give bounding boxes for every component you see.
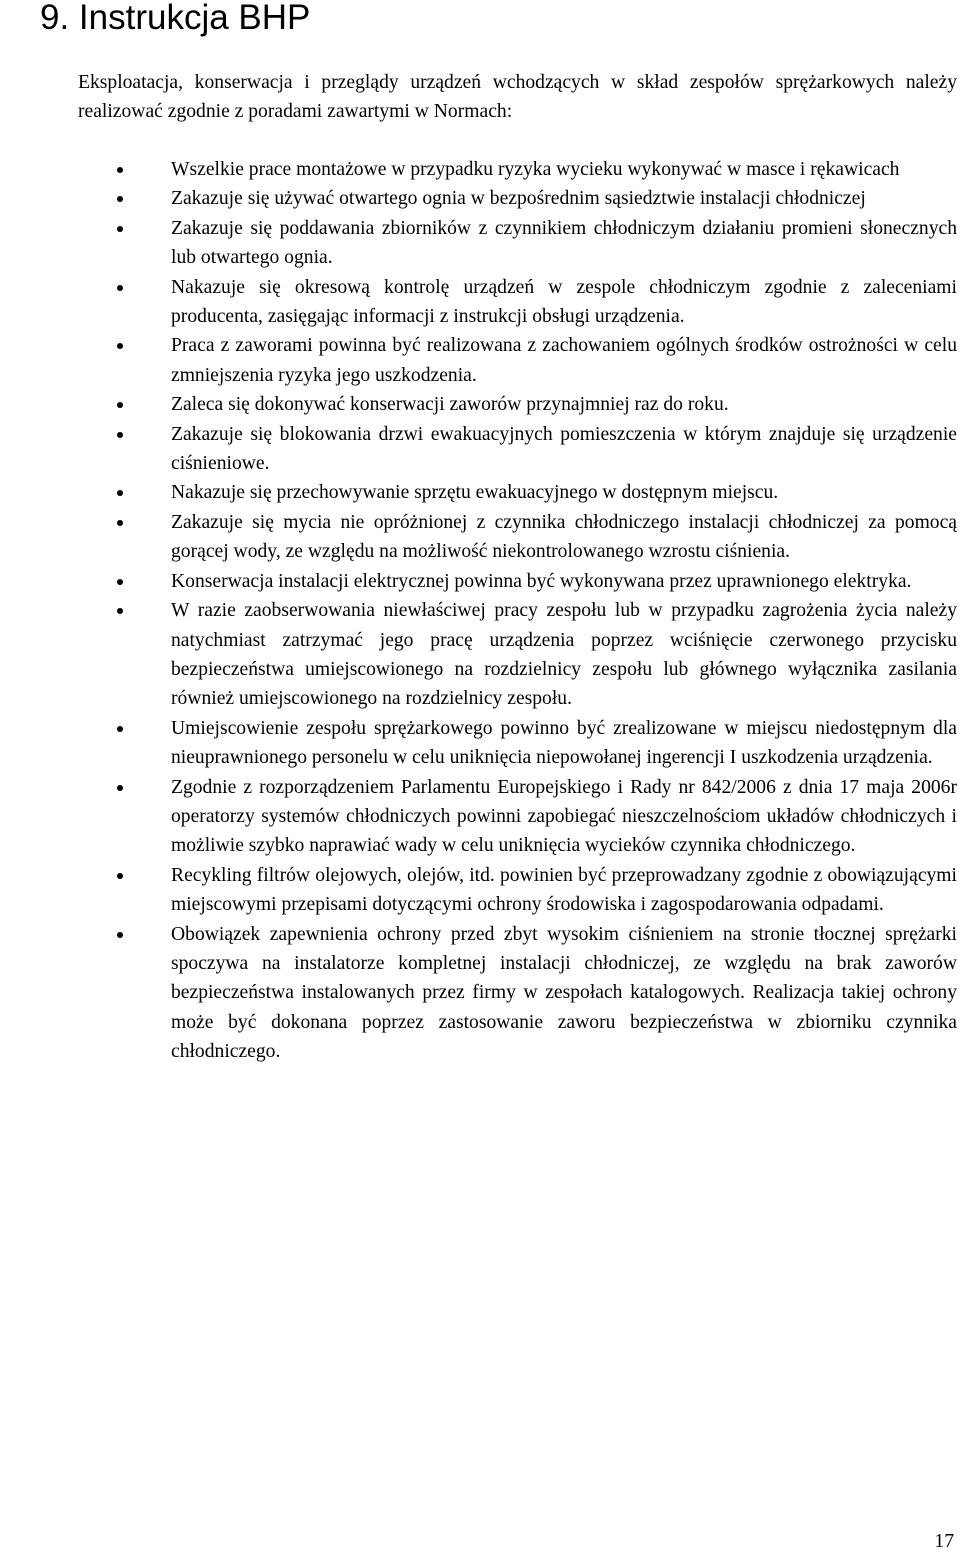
list-item — [100, 861, 957, 920]
list-item — [100, 508, 957, 567]
bullet-icon — [117, 726, 123, 732]
list-item-text: Recykling filtrów olejowych, olejów, itd. powinien być przeprowadzany zgodnie z obowiązującymi miejscowymi przepisami dotyczącymi ochrony środowiska i zagospodarowania odpadami. — [171, 864, 957, 916]
page-number: 17 — [934, 1531, 954, 1552]
bullet-icon — [117, 932, 123, 938]
bullet-icon — [117, 873, 123, 879]
list-item-text: Zakazuje się poddawania zbiorników z czynnikiem chłodniczym działaniu promieni słonecznych lub otwartego ognia. — [171, 217, 957, 269]
list-item-text: Umiejscowienie zespołu sprężarkowego powinno być zrealizowane w miejscu niedostępnym dla nieuprawnionego personelu w celu uniknięcia niepowołanej ingerencji I uszkodzenia urządzenia. — [171, 717, 957, 769]
intro-paragraph: Eksploatacja, konserwacja i przeglądy urządzeń wchodzących w skład zespołów sprężarkowych należy realizować zgodnie z poradami zawartymi w Normach: — [78, 72, 957, 123]
list-item-text: Zakazuje się mycia nie opróżnionej z czynnika chłodniczego instalacji chłodniczej za pomocą gorącej wody, ze względu na możliwość niekontrolowanego wzrostu ciśnienia. — [171, 511, 957, 563]
list-item-text: Nakazuje się okresową kontrolę urządzeń w zespole chłodniczym zgodnie z zaleceniami producenta, zasięgając informacji z instrukcji obsługi urządzenia. — [171, 276, 957, 328]
bullet-icon — [117, 608, 123, 614]
list-item — [100, 390, 957, 419]
bullet-icon — [117, 579, 123, 585]
list-item-text: Zakazuje się używać otwartego ognia w bezpośrednim sąsiedztwie instalacji chłodniczej — [171, 188, 866, 210]
list-item-text: Zakazuje się blokowania drzwi ewakuacyjnych pomieszczenia w którym znajduje się urządzenie ciśnieniowe. — [171, 423, 957, 475]
list-item-text: Zaleca się dokonywać konserwacji zaworów przynajmniej raz do roku. — [171, 394, 729, 416]
list-item-text: Praca z zaworami powinna być realizowana z zachowaniem ogólnych środków ostrożności w celu zmniejszenia ryzyka jego uszkodzenia. — [171, 335, 957, 386]
list-item — [100, 331, 957, 390]
section-heading: 9. Instrukcja BHP — [40, 0, 311, 37]
list-item — [100, 773, 957, 861]
list-item-text: Wszelkie prace montażowe w przypadku ryzyka wycieku wykonywać w masce i rękawicach — [171, 159, 900, 180]
bullet-icon — [117, 343, 123, 349]
bullet-icon — [117, 226, 123, 232]
bullet-icon — [117, 167, 123, 173]
list-item — [100, 273, 957, 332]
list-item — [100, 714, 957, 773]
bullet-icon — [117, 432, 123, 438]
list-item-text: Zgodnie z rozporządzeniem Parlamentu Europejskiego i Rady nr 842/2006 z dnia 17 maja 2006r operatorzy systemów chłodniczych powinni zapobiegać nieszczelnościom układów chłodniczych i możliwie szybko naprawiać wady w celu uniknięcia wycieków czynnika chłodniczego. — [171, 776, 957, 857]
list-item — [100, 214, 957, 273]
list-item — [100, 420, 957, 479]
safety-rules-list — [100, 155, 957, 1067]
list-item — [100, 567, 957, 596]
list-item — [100, 920, 957, 1067]
list-item — [100, 155, 957, 184]
bullet-icon — [117, 785, 123, 791]
list-item — [100, 184, 957, 213]
bullet-icon — [117, 285, 123, 291]
bullet-icon — [117, 196, 123, 202]
list-item-text: Nakazuje się przechowywanie sprzętu ewakuacyjnego w dostępnym miejscu. — [171, 482, 779, 504]
bullet-icon — [117, 520, 123, 526]
list-item — [100, 596, 957, 714]
list-item-text: W razie zaobserwowania niewłaściwej pracy zespołu lub w przypadku zagrożenia życia należy natychmiast zatrzymać jego pracę urządzenia poprzez wciśnięcie czerwonego przycisku bezpieczeństwa umiejscowionego na rozdzielnicy zespołu lub głównego wyłącznika zasilania również umiejscowionego na rozdzielnicy zespołu. — [171, 600, 957, 710]
list-item — [100, 478, 957, 507]
bullet-icon — [117, 402, 123, 408]
bullet-icon — [117, 490, 123, 496]
list-item-text: Obowiązek zapewnienia ochrony przed zbyt wysokim ciśnieniem na stronie tłocznej sprężarki spoczywa na instalatorze kompletnej instalacji chłodniczej, ze względu na brak zaworów bezpieczeństwa instalowanych przez firmy w zespołach katalogowych. Realizacja takiej ochrony może być dokonana poprzez zastosowanie zaworu bezpieczeństwa w zbiorniku czynnika chłodniczego. — [171, 923, 957, 1063]
list-item-text: Konserwacja instalacji elektrycznej powinna być wykonywana przez uprawnionego elektryka. — [171, 570, 912, 592]
